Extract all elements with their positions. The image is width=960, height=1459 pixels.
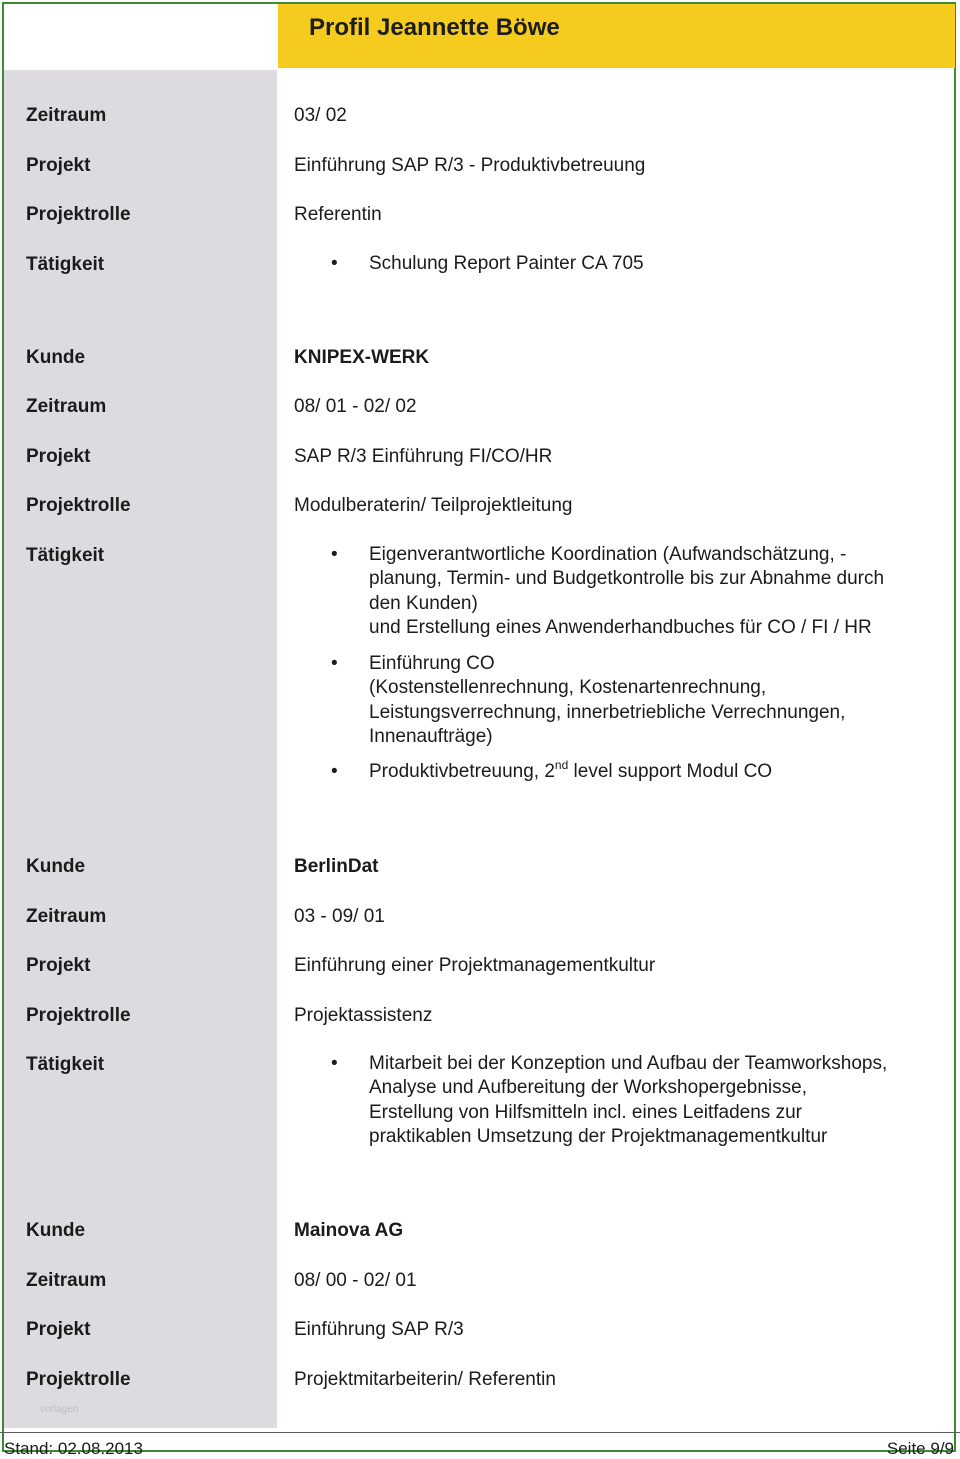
footer-date: Stand: 02.08.2013 <box>4 1439 143 1458</box>
taetigkeit-label: Tätigkeit <box>26 545 105 566</box>
kunde-label: Kunde <box>26 347 86 368</box>
activity-line: und Erstellung eines Anwenderhandbuches für CO / FI / HR <box>369 616 872 638</box>
kunde-value: KNIPEX-WERK <box>294 347 430 368</box>
zeitraum-label: Zeitraum <box>26 906 107 927</box>
projektrolle-value: Projektassistenz <box>294 1005 433 1026</box>
projektrolle-label: Projektrolle <box>26 1369 131 1390</box>
activity-text <box>369 652 949 749</box>
activity-line: Innenaufträge) <box>369 725 493 747</box>
kunde-row <box>0 854 960 880</box>
projektrolle-label: Projektrolle <box>26 1005 131 1026</box>
projekt-row <box>0 444 960 470</box>
projekt-value: Einführung SAP R/3 <box>294 1319 464 1340</box>
zeitraum-row <box>0 904 960 930</box>
projekt-value: Einführung SAP R/3 - Produktivbetreuung <box>294 155 646 176</box>
page-footer <box>0 1432 960 1457</box>
taetigkeit-label: Tätigkeit <box>26 254 105 275</box>
projektrolle-label: Projektrolle <box>26 204 131 225</box>
zeitraum-label: Zeitraum <box>26 105 107 126</box>
projektrolle-row <box>0 493 960 519</box>
projektrolle-value: Referentin <box>294 204 382 225</box>
bullet-icon: • <box>331 1053 338 1074</box>
projektrolle-row <box>0 1003 960 1029</box>
activity-line: planung, Termin- und Budgetkontrolle bis zur Abnahme durch <box>369 568 885 590</box>
projekt-label: Projekt <box>26 1319 91 1340</box>
taetigkeit-label: Tätigkeit <box>26 1054 105 1075</box>
activity-line: praktikablen Umsetzung der Projektmanagementkultur <box>369 1125 828 1147</box>
projekt-row <box>0 953 960 979</box>
page-title: Profil Jeannette Böwe <box>309 14 560 41</box>
activity-line: Erstellung von Hilfsmitteln incl. eines Leitfadens zur <box>369 1101 802 1123</box>
bullet-icon: • <box>331 653 338 674</box>
activity-line: Schulung Report Painter CA 705 <box>369 253 644 274</box>
activity-line: (Kostenstellenrechnung, Kostenartenrechnung, <box>369 677 767 699</box>
projektrolle-row <box>0 1367 960 1393</box>
kunde-label: Kunde <box>26 856 86 877</box>
projekt-row <box>0 1317 960 1343</box>
activity-line: Einführung CO <box>369 653 495 674</box>
activity-line-start: Produktivbetreuung, 2 <box>369 761 555 782</box>
activity-line: den Kunden) <box>369 592 478 614</box>
bullet-icon: • <box>331 253 338 274</box>
kunde-value: BerlinDat <box>294 856 379 877</box>
projekt-value: SAP R/3 Einführung FI/CO/HR <box>294 446 553 467</box>
footer-page-number: Seite 9/9 <box>886 1439 954 1458</box>
zeitraum-row <box>0 1268 960 1294</box>
zeitraum-value: 03/ 02 <box>294 105 347 126</box>
zeitraum-row <box>0 394 960 420</box>
watermark-text: vorlagen <box>40 1404 79 1415</box>
projektrolle-row <box>0 202 960 228</box>
kunde-label: Kunde <box>26 1220 86 1241</box>
activity-text <box>369 760 949 784</box>
zeitraum-row <box>0 103 960 129</box>
projekt-label: Projekt <box>26 446 91 467</box>
activity-text <box>369 252 949 276</box>
zeitraum-label: Zeitraum <box>26 1270 107 1291</box>
activity-line: Leistungsverrechnung, innerbetriebliche Verrechnungen, <box>369 701 846 723</box>
zeitraum-value: 08/ 00 - 02/ 01 <box>294 1270 417 1291</box>
zeitraum-value: 08/ 01 - 02/ 02 <box>294 396 417 417</box>
projektrolle-value: Projektmitarbeiterin/ Referentin <box>294 1369 556 1390</box>
zeitraum-value: 03 - 09/ 01 <box>294 906 385 927</box>
projektrolle-label: Projektrolle <box>26 495 131 516</box>
kunde-row <box>0 1218 960 1244</box>
activity-line-end: level support Modul CO <box>568 761 773 782</box>
activity-line: Analyse und Aufbereitung der Workshopergebnisse, <box>369 1077 807 1099</box>
kunde-row <box>0 345 960 371</box>
ordinal-superscript: nd <box>554 758 569 772</box>
projekt-value: Einführung einer Projektmanagementkultur <box>294 955 656 976</box>
bullet-icon: • <box>331 544 338 565</box>
activity-line: Mitarbeit bei der Konzeption und Aufbau der Teamworkshops, <box>369 1053 888 1074</box>
activity-line: Eigenverantwortliche Koordination (Aufwandschätzung, - <box>369 544 847 565</box>
projekt-label: Projekt <box>26 955 91 976</box>
activity-line <box>369 760 949 784</box>
zeitraum-label: Zeitraum <box>26 396 107 417</box>
activity-text <box>369 543 949 640</box>
bullet-icon: • <box>331 761 338 782</box>
kunde-value: Mainova AG <box>294 1220 404 1241</box>
projekt-row <box>0 153 960 179</box>
projekt-label: Projekt <box>26 155 91 176</box>
activity-text <box>369 1052 949 1149</box>
projektrolle-value: Modulberaterin/ Teilprojektleitung <box>294 495 573 516</box>
